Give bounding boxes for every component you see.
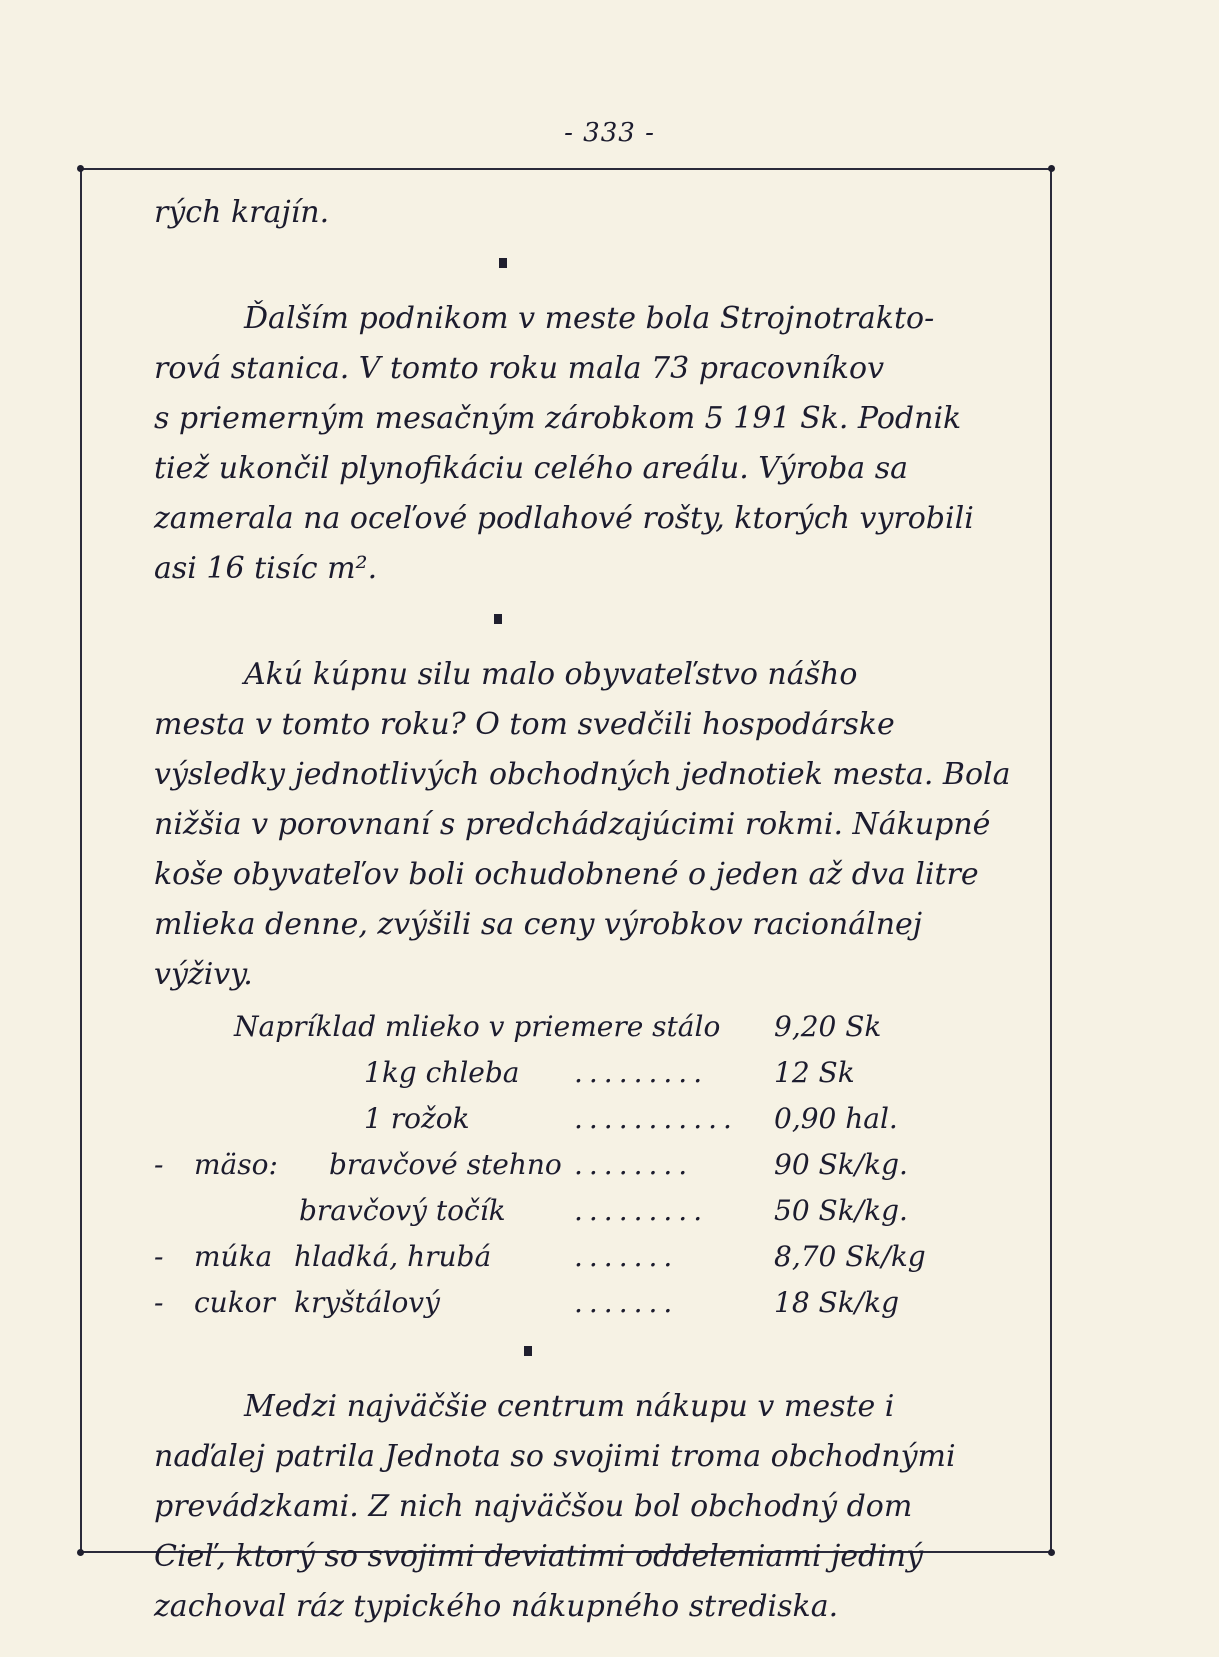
text-line: Medzi najväčšie centrum nákupu v meste i xyxy=(244,1389,895,1424)
price-row xyxy=(154,1004,1014,1050)
text-line: tiež ukončil plynofikáciu celého areálu. Výroba sa xyxy=(154,451,908,486)
price-value: 9,20 Sk xyxy=(774,1010,882,1043)
text-line: rých krajín. xyxy=(154,195,330,230)
price-row xyxy=(154,1234,1014,1280)
price-row xyxy=(154,1096,1014,1142)
text-line: rová stanica. V tomto roku mala 73 pracovníkov xyxy=(154,351,885,386)
section-separator xyxy=(154,238,1014,294)
text-line: koše obyvateľov boli ochudobnené o jeden až dva litre xyxy=(154,857,979,892)
price-value: 0,90 hal. xyxy=(774,1102,898,1135)
price-value: 50 Sk/kg. xyxy=(774,1194,908,1227)
text-frame xyxy=(80,168,1052,1624)
leader-dots: ......... xyxy=(574,1056,709,1089)
price-value: 12 Sk xyxy=(774,1056,855,1089)
price-item: bravčové stehno xyxy=(329,1148,562,1181)
price-value: 90 Sk/kg. xyxy=(774,1148,908,1181)
frame-corner xyxy=(77,165,84,172)
separator-mark xyxy=(524,1346,532,1356)
page-number: - 333 - xyxy=(564,118,655,148)
frame-corner xyxy=(1048,1549,1055,1556)
price-value: 18 Sk/kg xyxy=(774,1286,900,1319)
paragraph-2 xyxy=(154,650,1014,1000)
text-line: prevádzkami. Z nich najväčšou bol obchodný dom xyxy=(154,1489,913,1524)
section-separator xyxy=(154,594,1014,650)
leader-dots: ........ xyxy=(574,1148,694,1181)
price-bullet: - xyxy=(154,1148,164,1181)
text-line: s priemerným mesačným zárobkom 5 191 Sk. Podnik xyxy=(154,401,962,436)
leader-dots: ....... xyxy=(574,1240,679,1273)
text-line: Ďalším podnikom v meste bola Strojnotrakto- xyxy=(244,301,935,336)
price-category: múka xyxy=(194,1240,273,1273)
text-line: zamerala na oceľové podlahové rošty, ktorých vyrobili xyxy=(154,501,974,536)
price-item: 1 rožok xyxy=(364,1102,470,1135)
price-intro: Napríklad mlieko v priemere stálo xyxy=(234,1010,721,1043)
frame-corner xyxy=(77,1549,84,1556)
separator-mark xyxy=(499,258,507,268)
leader-dots: ....... xyxy=(574,1286,679,1319)
price-item: kryštálový xyxy=(294,1286,440,1319)
price-row xyxy=(154,1142,1014,1188)
paragraph-3 xyxy=(154,1382,1014,1632)
text-line: mlieka denne, zvýšili sa ceny výrobkov racionálnej xyxy=(154,907,923,942)
price-category: cukor xyxy=(194,1286,275,1319)
separator-mark xyxy=(494,614,502,624)
price-category: mäso: xyxy=(194,1148,278,1181)
price-row xyxy=(154,1280,1014,1326)
price-item: hladká, hrubá xyxy=(294,1240,492,1273)
text-line: Akú kúpnu silu malo obyvateľstvo nášho xyxy=(244,657,858,692)
leader-dots: ......... xyxy=(574,1194,709,1227)
text-line: zachoval ráz typického nákupného strediska. xyxy=(154,1589,839,1624)
price-bullet: - xyxy=(154,1240,164,1273)
text-line: výsledky jednotlivých obchodných jednotiek mesta. Bola xyxy=(154,757,1011,792)
price-row xyxy=(154,1188,1014,1234)
text-line: naďalej patrila Jednota so svojimi troma obchodnými xyxy=(154,1439,956,1474)
paragraph-1 xyxy=(154,294,1014,594)
leader-dots: ........... xyxy=(574,1102,738,1135)
price-item: bravčový točík xyxy=(299,1194,506,1227)
price-bullet: - xyxy=(154,1286,164,1319)
text-line: nižšia v porovnaní s predchádzajúcimi rokmi. Nákupné xyxy=(154,807,991,842)
text-line: výživy. xyxy=(154,957,253,992)
frame-corner xyxy=(1048,165,1055,172)
paragraph-0 xyxy=(154,188,1014,238)
text-line: Cieľ, ktorý so svojimi deviatimi oddeleniami jediný xyxy=(154,1539,924,1574)
price-list xyxy=(154,1004,1014,1326)
text-line: asi 16 tisíc m². xyxy=(154,551,378,586)
price-row xyxy=(154,1050,1014,1096)
price-value: 8,70 Sk/kg xyxy=(774,1240,926,1273)
text-line: mesta v tomto roku? O tom svedčili hospodárske xyxy=(154,707,895,742)
section-separator xyxy=(154,1326,1014,1382)
price-item: 1kg chleba xyxy=(364,1056,520,1089)
page-content xyxy=(154,188,1014,1632)
